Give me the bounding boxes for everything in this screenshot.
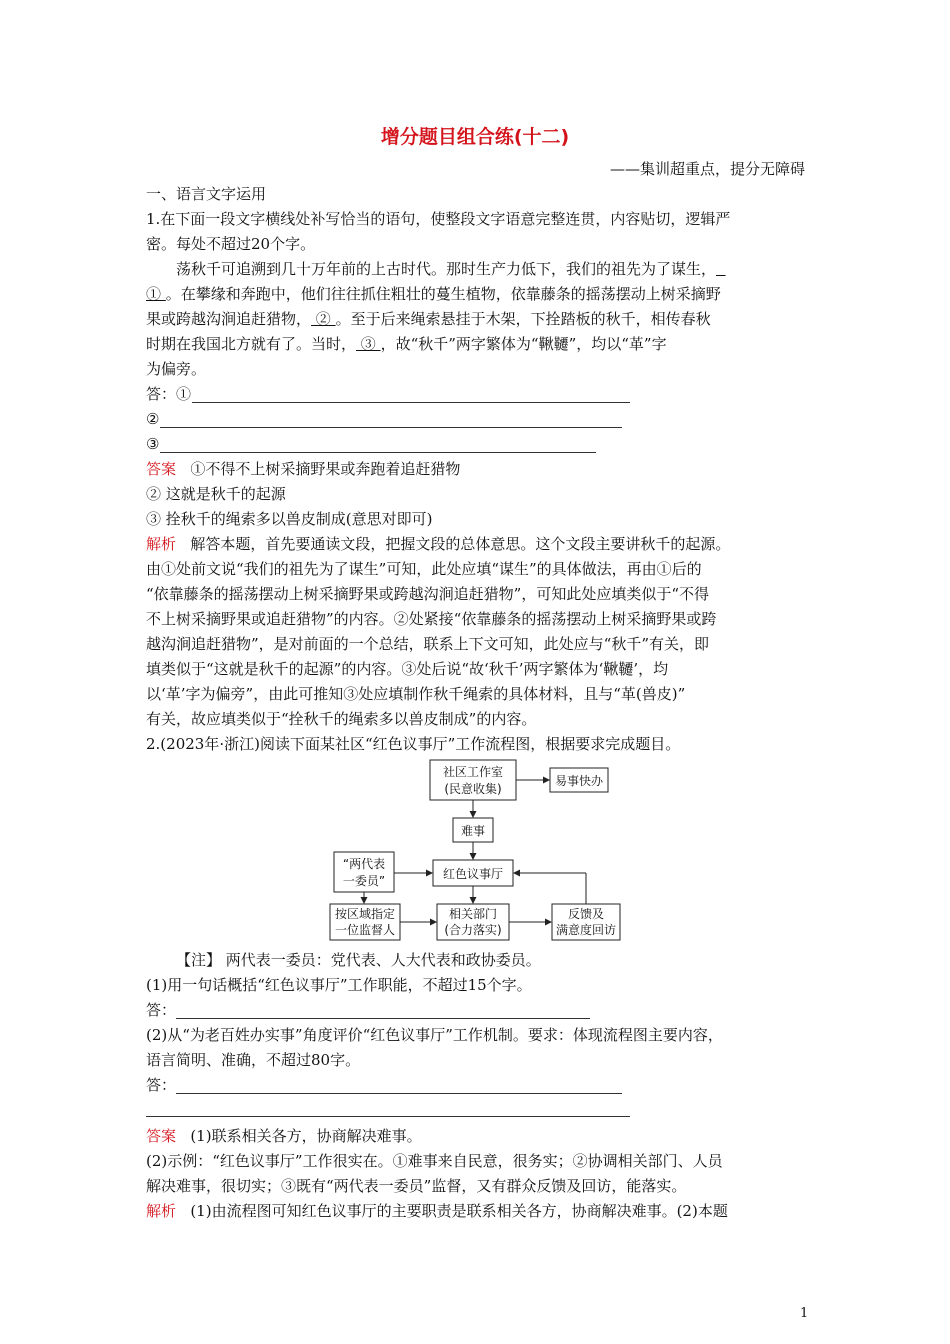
q1-analysis-line8: 有关，故应填类似于“拴秋千的绳索多以兽皮制成”的内容。	[146, 710, 537, 728]
q2-answer-line-1[interactable]	[176, 1018, 590, 1019]
q1-analysis-line5: 越沟涧追赶猎物”，是对前面的一个总结，联系上下文可知，此处应与“秋千”有关，即	[146, 635, 710, 653]
q2-answer-line1	[146, 1126, 422, 1146]
q1-passage-line1	[176, 259, 726, 279]
box-feedback-l1: 反馈及	[567, 907, 605, 921]
answer-line-2[interactable]	[160, 427, 622, 428]
box-red-hall-label: 红色议事厅	[442, 867, 504, 881]
answer-prefix-3: ③	[146, 435, 160, 453]
box-supervisor-l2: 一位监督人	[334, 923, 396, 937]
box-representatives-l1: “两代表	[342, 857, 386, 871]
q1-analysis-line1	[146, 534, 730, 554]
box-hard-matters-label: 难事	[460, 824, 486, 838]
q2-sub2-line2: 语言简明、准确，不超过80字。	[146, 1051, 361, 1069]
q1-analysis-line4: 不上树采摘野果或追赶猎物”的内容。②处紧接“依靠藤条的摇荡摆动上树采摘野果或跨	[146, 610, 717, 628]
q1-answer-line1	[146, 459, 460, 479]
analysis-text: (1)由流程图可知红色议事厅的主要职责是联系相关各方，协商解决难事。(2)本题	[190, 1202, 728, 1220]
answer-line-1[interactable]	[192, 402, 630, 403]
answer-prefix-2: ②	[146, 410, 160, 428]
answer-text: ①不得不上树采摘野果或奔跑着追赶猎物	[190, 460, 461, 478]
passage-text: 。至于后来绳索悬挂于木架，下拴踏板的秋千，相传春秋	[335, 310, 711, 328]
box-departments-l2: (合力落实)	[444, 923, 502, 937]
answer-text: (1)联系相关各方，协商解决难事。	[190, 1127, 422, 1145]
q2-sub2-line1: (2)从“为老百姓办实事”角度评价“红色议事厅”工作机制。要求：体现流程图主要内容，	[146, 1026, 723, 1044]
blank-1: ①	[146, 285, 166, 303]
q1-passage-line3	[146, 309, 711, 329]
q2-answer-line2: (2)示例：“红色议事厅”工作很实在。①难事来自民意，很务实；②协调相关部门、人员	[146, 1152, 723, 1170]
q2-stem: 2.(2023年·浙江)阅读下面某社区“红色议事厅”工作流程图，根据要求完成题目。	[146, 735, 681, 753]
answer-line-3[interactable]	[160, 452, 596, 453]
q1-analysis-line2: 由①处前文说“我们的祖先为了谋生”可知，此处应填“谋生”的具体做法，再由①后的	[146, 560, 702, 578]
analysis-label: 解析	[146, 1202, 177, 1220]
passage-text: 荡秋千可追溯到几十万年前的上古时代。那时生产力低下，我们的祖先为了谋生，	[176, 260, 717, 278]
box-easy-matters-label: 易事快办	[554, 774, 604, 788]
answer-label: 答案	[146, 460, 177, 478]
blank-3: ③	[356, 335, 381, 353]
q1-analysis-line7: 以‘革’字为偏旁”，由此可推知③处应填制作秋千绳索的具体材料，且与“革(兽皮)”	[146, 685, 686, 703]
box-representatives-l2: 一委员”	[342, 874, 386, 888]
answer-prefix-1: 答：①	[146, 385, 192, 403]
answer-label: 答案	[146, 1127, 177, 1145]
box-supervisor-l1: 按区域指定	[334, 907, 396, 921]
analysis-text: 解答本题，首先要通读文段，把握文段的总体意思。这个文段主要讲秋千的起源。	[190, 535, 731, 553]
box-community-office-l2: (民意收集)	[444, 782, 502, 796]
box-departments-l1: 相关部门	[448, 907, 498, 921]
q2-answer-prefix-1: 答：	[146, 1001, 177, 1019]
q2-answer-line-2[interactable]	[176, 1093, 622, 1094]
q1-analysis-line6: 填类似于“这就是秋千的起源”的内容。③处后说“故‘秋千’两字繁体为‘鞦韆’，均	[146, 660, 669, 678]
passage-text: 。在攀缘和奔跑中，他们往往抓住粗壮的蔓生植物，依靠藤条的摇荡摆动上树采摘野	[165, 285, 721, 303]
q1-passage-line5: 为偏旁。	[146, 360, 207, 378]
q2-note: 【注】 两代表一委员：党代表、人大代表和政协委员。	[176, 951, 541, 969]
q2-sub1: (1)用一句话概括“红色议事厅”工作职能，不超过15个字。	[146, 976, 532, 994]
passage-text: 果或跨越沟涧追赶猎物，	[146, 310, 312, 328]
q1-analysis-line3: “依靠藤条的摇荡摆动上树采摘野果或跨越沟涧追赶猎物”，可知此处应填类似于“不得	[146, 585, 710, 603]
q2-answer-line3: 解决难事，很切实；③既有“两代表一委员”监督，又有群众反馈及回访，能落实。	[146, 1177, 687, 1195]
box-community-office-l1: 社区工作室	[442, 765, 504, 779]
q2-answer-prefix-2: 答：	[146, 1076, 177, 1094]
q1-stem-line1: 1.在下面一段文字横线处补写恰当的语句，使整段文字语意完整连贯，内容贴切，逻辑严	[146, 210, 731, 228]
flowchart	[326, 756, 626, 946]
q1-passage-line2	[146, 284, 721, 304]
page-subtitle: ——集训超重点，提分无障碍	[609, 160, 805, 178]
section-heading: 一、语言文字运用	[146, 185, 267, 203]
q2-answer-line-3[interactable]	[146, 1116, 630, 1117]
q1-answer-line3: ③ 拴秋千的绳索多以兽皮制成(意思对即可)	[146, 510, 433, 528]
box-feedback-l2: 满意度回访	[555, 923, 617, 937]
page-number: 1	[800, 1306, 809, 1321]
page-title: 增分题目组合练(十二)	[380, 126, 570, 148]
passage-text: 时期在我国北方就有了。当时，	[146, 335, 357, 353]
q1-passage-line4	[146, 334, 667, 354]
blank-2: ②	[311, 310, 336, 328]
analysis-label: 解析	[146, 535, 177, 553]
passage-text: ，故“秋千”两字繁体为“鞦韆”，均以“革”字	[380, 335, 667, 353]
q1-answer-line2: ② 这就是秋千的起源	[146, 485, 286, 503]
q1-stem-line2: 密。每处不超过20个字。	[146, 235, 316, 253]
q2-analysis-line1	[146, 1201, 728, 1221]
